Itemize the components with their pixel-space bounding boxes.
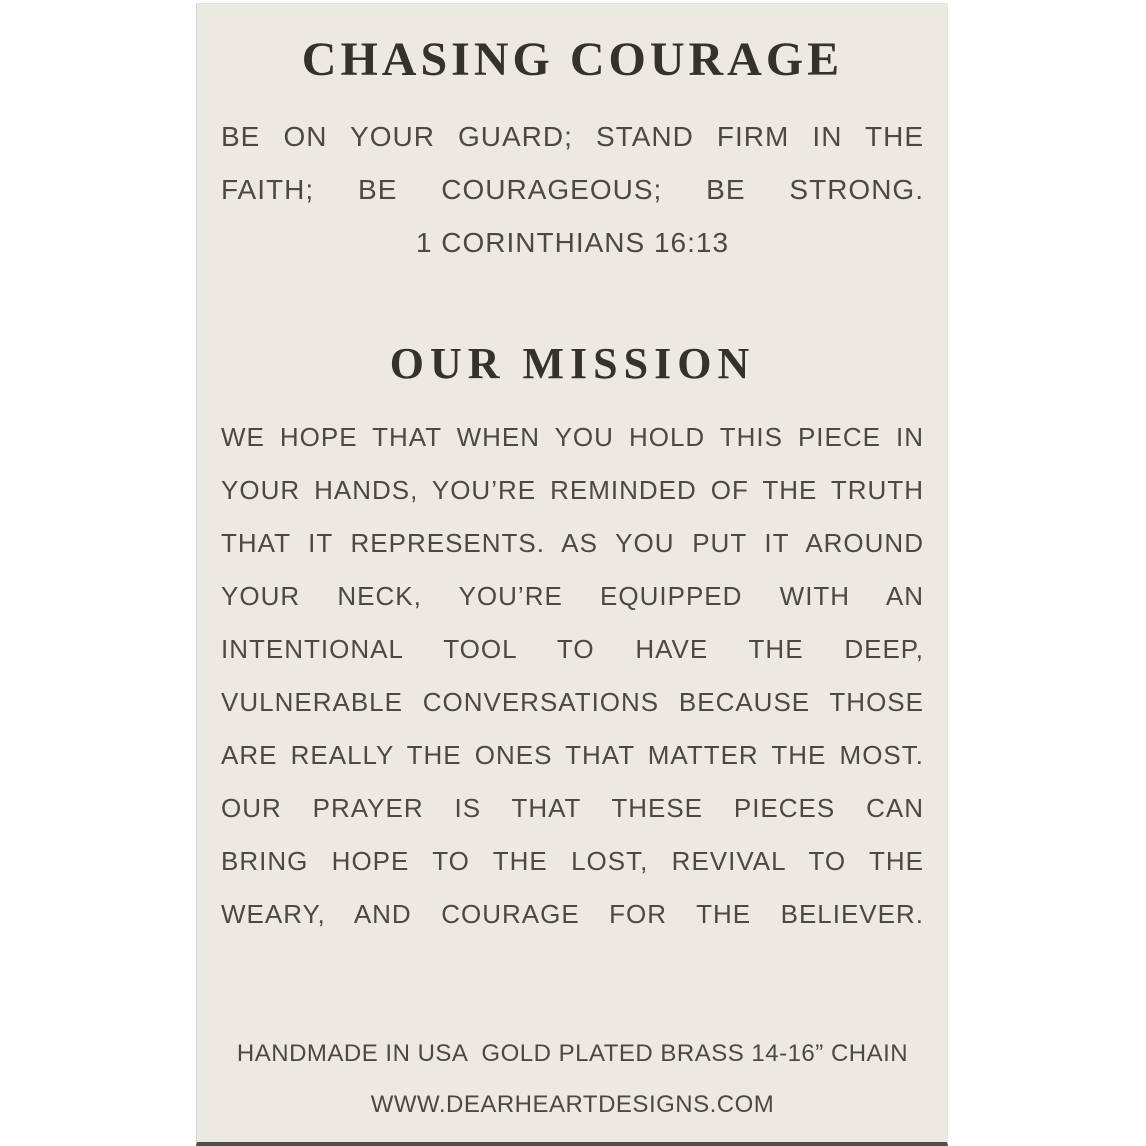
mission-line: OUR PRAYER IS THAT THESE PIECES CAN — [221, 793, 924, 823]
mission-line: BRING HOPE TO THE LOST, REVIVAL TO THE — [221, 846, 924, 876]
mission-line: WEARY, AND COURAGE FOR THE BELIEVER. — [221, 899, 924, 929]
card-footer — [221, 1028, 924, 1130]
card-title: CHASING COURAGE — [301, 33, 844, 86]
verse-line: BE ON YOUR GUARD; STAND FIRM IN THE — [221, 121, 924, 152]
website-url: WWW.DEARHEARTDESIGNS.COM — [370, 1091, 775, 1118]
mission-line: YOUR HANDS, YOU’RE REMINDED OF THE TRUTH — [221, 475, 924, 505]
mission-line: VULNERABLE CONVERSATIONS BECAUSE THOSE — [221, 687, 924, 717]
mission-line: WE HOPE THAT WHEN YOU HOLD THIS PIECE IN — [221, 422, 924, 452]
verse-section — [221, 110, 924, 269]
verse-citation: 1 CORINTHIANS 16:13 — [415, 227, 730, 258]
mission-line: INTENTIONAL TOOL TO HAVE THE DEEP, — [221, 634, 924, 664]
mission-line: ARE REALLY THE ONES THAT MATTER THE MOST. — [221, 740, 924, 770]
verse-line: FAITH; BE COURAGEOUS; BE STRONG. — [221, 174, 924, 205]
mission-heading: OUR MISSION — [389, 339, 756, 388]
mission-section — [221, 411, 924, 941]
materials-info: HANDMADE IN USA GOLD PLATED BRASS 14-16” CHAIN — [236, 1040, 909, 1067]
product-info-card — [196, 3, 948, 1146]
mission-line: THAT IT REPRESENTS. AS YOU PUT IT AROUND — [221, 528, 924, 558]
mission-line: YOUR NECK, YOU’RE EQUIPPED WITH AN — [221, 581, 924, 611]
